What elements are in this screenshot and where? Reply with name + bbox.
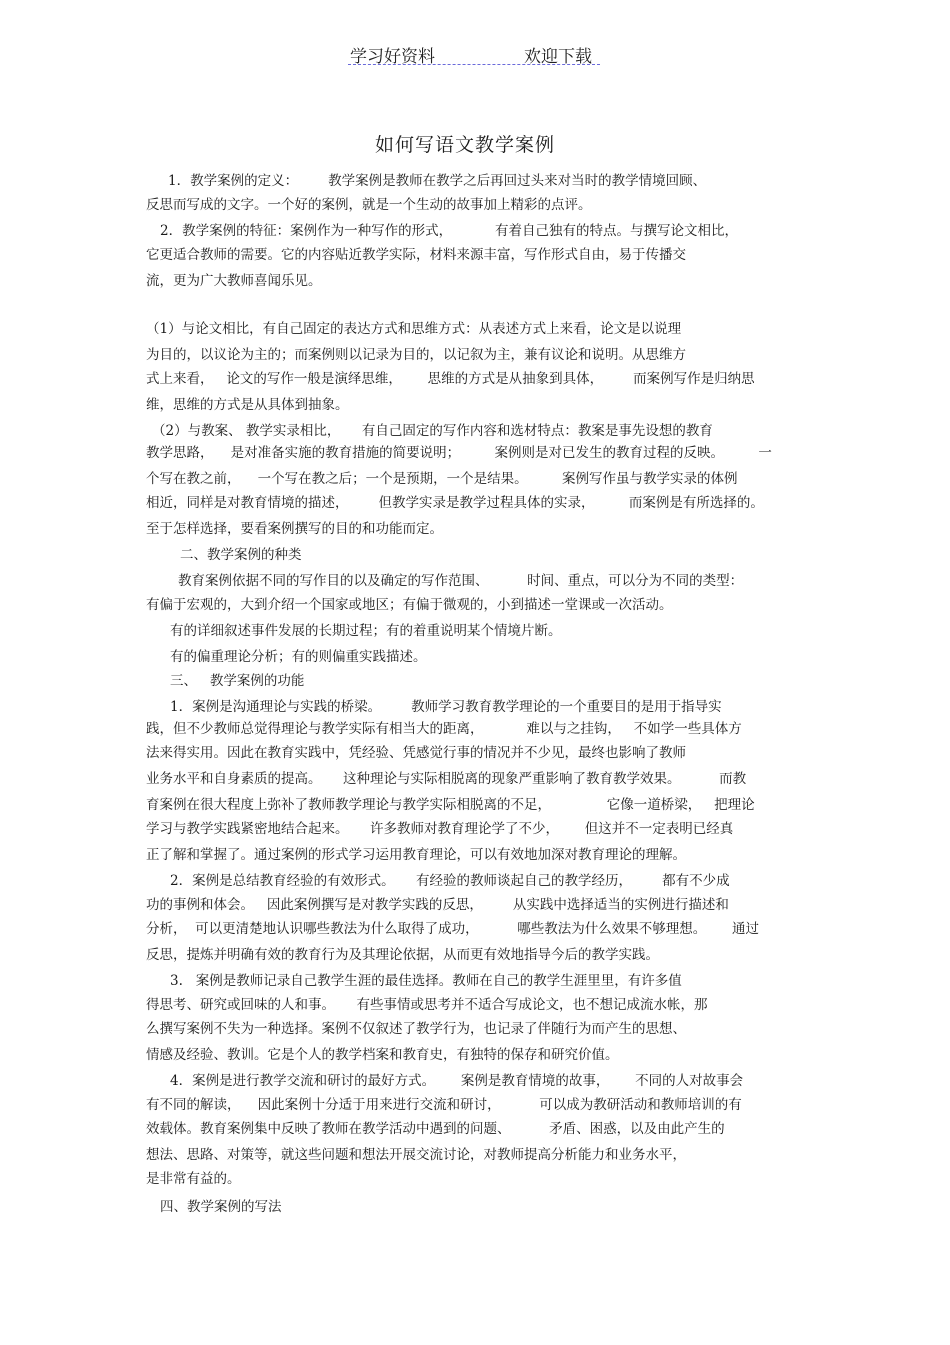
text-line: 1．案例是沟通理论与实践的桥梁。 教师学习教育教学理论的一个重要目的是用于指导实 — [170, 699, 722, 715]
text-line: 3. 案例是教师记录自己教学生涯的最佳选择。教师在自己的教学生涯里里，有许多值 — [170, 973, 682, 989]
text-line: 么撰写案例不失为一种选择。案例不仅叙述了教学行为，也记录了伴随行为而产生的思想、 — [146, 1021, 686, 1037]
section-heading: 四、教学案例的写法 — [160, 1199, 282, 1215]
text-line: 相近，同样是对教育情境的描述， 但教学实录是教学过程具体的实录， 而案例是有所选择的。 — [146, 495, 764, 511]
page-header — [348, 40, 600, 65]
text-line: 功的事例和体会。 因此案例撰写是对教学实践的反思， 从实践中选择适当的实例进行描述和 — [146, 897, 729, 913]
text-line: 式上来看， 论文的写作一般是演绎思维， 思维的方式是从抽象到具体， 而案例写作是归纳思 — [146, 371, 755, 387]
text-line: 为目的，以议论为主的；而案例则以记录为目的，以记叙为主，兼有议论和说明。从思维方 — [146, 347, 686, 363]
section-heading: 二、教学案例的种类 — [180, 547, 302, 563]
text-line: 反思，提炼并明确有效的教育行为及其理论依据，从而更有效地指导今后的教学实践。 — [146, 947, 659, 963]
text-line: （1）与论文相比，有自己固定的表达方式和思维方式：从表述方式上来看，论文是以说理 — [146, 321, 682, 337]
header-right-text: 欢迎下载 — [524, 47, 592, 67]
text-line: 想法、思路、对策等，就这些问题和想法开展交流讨论，对教师提高分析能力和业务水平， — [146, 1147, 686, 1163]
document-title: 如何写语文教学案例 — [374, 134, 555, 156]
text-line: 2．教学案例的特征：案例作为一种写作的形式， 有着自己独有的特点。与撰写论文相比， — [160, 223, 739, 239]
text-line: 它更适合教师的需要。它的内容贴近教学实际，材料来源丰富，写作形式自由，易于传播交 — [146, 247, 686, 263]
text-line: 有的偏重理论分析；有的则偏重实践描述。 — [170, 649, 427, 665]
text-line: 1．教学案例的定义： 教学案例是教师在教学之后再回过头来对当时的教学情境回顾、 — [168, 173, 707, 189]
text-line: 正了解和掌握了。通过案例的形式学习运用教育理论，可以有效地加深对教育理论的理解。 — [146, 847, 686, 863]
text-line: 情感及经验、教训。它是个人的教学档案和教育史，有独特的保存和研究价值。 — [146, 1047, 619, 1063]
text-line: 有的详细叙述事件发展的长期过程；有的着重说明某个情境片断。 — [170, 623, 562, 639]
text-line: 有偏于宏观的，大到介绍一个国家或地区；有偏于微观的，小到描述一堂课或一次活动。 — [146, 597, 673, 613]
text-line: 法来得实用。因此在教育实践中，凭经验、凭感觉行事的情况并不少见，最终也影响了教师 — [146, 745, 686, 761]
text-line: 业务水平和自身素质的提高。 这种理论与实际相脱离的现象严重影响了教育教学效果。 而教 — [146, 771, 747, 787]
text-line: 个写在教之前， 一个写在教之后；一个是预期，一个是结果。 案例写作虽与教学实录的体例 — [146, 471, 738, 487]
text-line: 教育案例依据不同的写作目的以及确定的写作范围、 时间、重点，可以分为不同的类型： — [178, 573, 744, 589]
text-line: 是非常有益的。 — [146, 1171, 241, 1187]
text-line: 分析， 可以更清楚地认识哪些教法为什么取得了成功， 哪些教法为什么效果不够理想。 通过 — [146, 921, 759, 937]
text-line: 有不同的解读， 因此案例十分适于用来进行交流和研讨， 可以成为教研活动和教师培训的有 — [146, 1097, 742, 1113]
text-line: 反思而写成的文字。一个好的案例，就是一个生动的故事加上精彩的点评。 — [146, 197, 592, 213]
text-line: 至于怎样选择，要看案例撰写的目的和功能而定。 — [146, 521, 443, 537]
section-heading: 三、 教学案例的功能 — [170, 673, 305, 689]
text-line: 维，思维的方式是从具体到抽象。 — [146, 397, 349, 413]
text-line: 教学思路， 是对准备实施的教育措施的简要说明； 案例则是对已发生的教育过程的反映。 一 — [146, 445, 772, 461]
text-line: 学习与教学实践紧密地结合起来。 许多教师对教育理论学了不少， 但这并不一定表明已经真 — [146, 821, 734, 837]
text-line: （2）与教案、 教学实录相比， 有自己固定的写作内容和选材特点：教案是事先设想的教育 — [152, 423, 713, 439]
header-left-text: 学习好资料 — [350, 47, 435, 67]
text-line: 2．案例是总结教育经验的有效形式。 有经验的教师谈起自己的教学经历， 都有不少成 — [170, 873, 730, 889]
text-line: 育案例在很大程度上弥补了教师教学理论与教学实际相脱离的不足， 它像一道桥梁， 把理论 — [146, 797, 755, 813]
text-line: 流，更为广大教师喜闻乐见。 — [146, 273, 322, 289]
text-line: 得思考、研究或回味的人和事。 有些事情或思考并不适合写成论文，也不想记成流水帐，那 — [146, 997, 708, 1013]
text-line: 4．案例是进行教学交流和研讨的最好方式。 案例是教育情境的故事， 不同的人对故事会 — [170, 1073, 744, 1089]
text-line: 践，但不少教师总觉得理论与教学实际有相当大的距离， 难以与之挂钩， 不如学一些具体方 — [146, 721, 742, 737]
text-line: 效载体。教育案例集中反映了教师在教学活动中遇到的问题、 矛盾、困惑，以及由此产生的 — [146, 1121, 725, 1137]
